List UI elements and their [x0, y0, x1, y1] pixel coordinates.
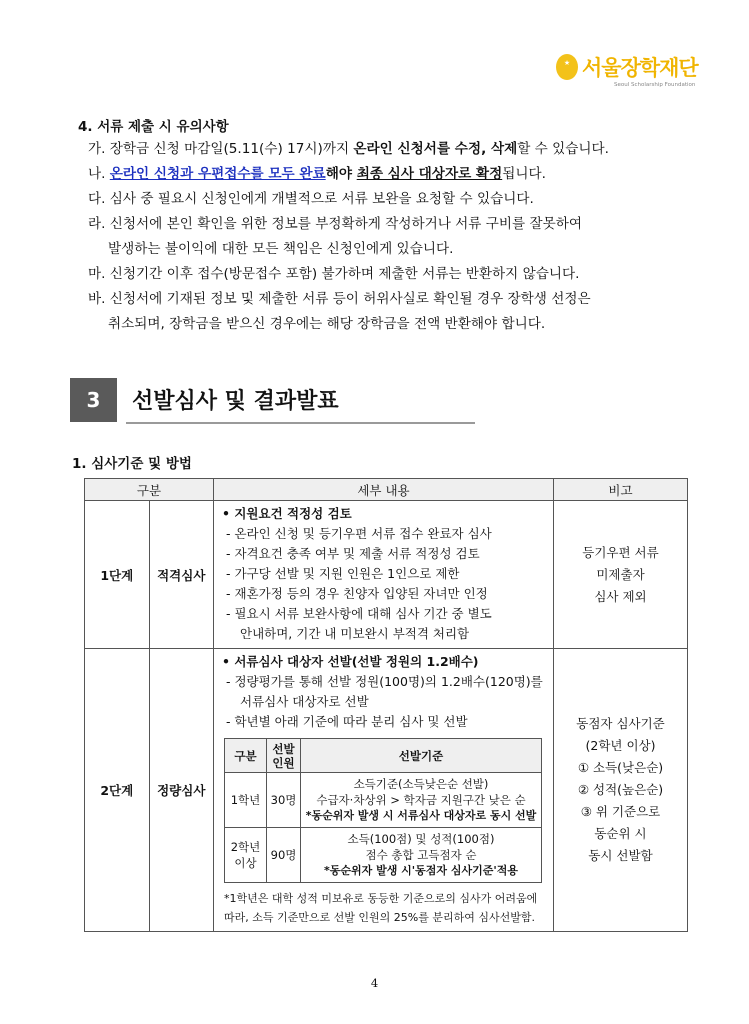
grade-cell: 2학년 이상	[225, 828, 267, 883]
note-ba-cont: 취소되며, 장학금을 받으신 경우에는 해당 장학금을 전액 반환해야 합니다.	[108, 316, 546, 332]
detail-bullet: • 지원요건 적정성 검토	[222, 506, 352, 521]
detail-item: - 학년별 아래 기준에 따라 분리 심사 및 선발	[226, 714, 468, 729]
table-row	[225, 773, 542, 828]
stage-detail	[214, 501, 554, 649]
criteria-cell: 소득기준(소득낮은순 선발) 수급자·차상위 > 학자금 지원구간 낮은 순 *동순위자 발생 시 서류심사 대상자로 동시 선발	[301, 773, 542, 828]
logo-subtitle: Seoul Scholarship Foundation	[614, 82, 696, 88]
section-title: 선발심사 및 결과발표	[132, 389, 339, 414]
note-ba: 바. 신청서에 기재된 정보 및 제출한 서류 등이 허위사실로 확인될 경우 장학생 선정은	[88, 291, 591, 307]
detail-item: - 재혼가정 등의 경우 친양자 입양된 자녀만 인정	[226, 586, 488, 601]
stage-type: 적격심사	[149, 501, 214, 649]
stage-label: 2단계	[85, 649, 150, 932]
stage-label: 1단계	[85, 501, 150, 649]
note-ra: 라. 신청서에 본인 확인을 위한 정보를 부정확하게 작성하거나 서류 구비를 잘못하여	[88, 216, 583, 232]
grade-cell: 1학년	[225, 773, 267, 828]
table-row-stage2	[85, 649, 688, 932]
subsection-title: 1. 심사기준 및 방법	[72, 456, 192, 472]
detail-item: - 자격요건 충족 여부 및 제출 서류 적정성 검토	[226, 546, 480, 561]
footnote: 따라, 소득 기준만으로 선발 인원의 25%를 분리하여 심사선발함.	[224, 911, 535, 924]
count-cell: 30명	[267, 773, 301, 828]
detail-item: - 온라인 신청 및 등기우편 서류 접수 완료자 심사	[226, 526, 492, 541]
detail-bullet: • 서류심사 대상자 선발(선발 정원의 1.2배수)	[222, 654, 479, 669]
table-row-stage1	[85, 501, 688, 649]
header-category: 구분	[85, 479, 214, 501]
detail-item: - 필요시 서류 보완사항에 대해 심사 기간 중 별도	[226, 606, 492, 621]
evaluation-table	[84, 478, 688, 932]
logo-seal-icon: ★	[556, 54, 578, 80]
note-da: 다. 심사 중 필요시 신청인에게 개별적으로 서류 보완을 요청할 수 있습니다.	[88, 191, 534, 207]
section-4-title: 4. 서류 제출 시 유의사항	[78, 119, 229, 135]
detail-item: - 정량평가를 통해 선발 정원(100명)의 1.2배수(120명)를	[226, 674, 543, 689]
criteria-cell: 소득(100점) 및 성적(100점) 점수 총합 고득점자 순 *동순위자 발생 시'동점자 심사기준'적용	[301, 828, 542, 883]
inner-header-category: 구분	[225, 739, 267, 773]
detail-item-cont: 안내하며, 기간 내 미보완시 부적격 처리함	[240, 626, 470, 641]
note-ga: 가. 장학금 신청 마감일(5.11(수) 17시)까지 온라인 신청서를 수정, 삭제할 수 있습니다.	[88, 141, 609, 157]
footnote: *1학년은 대학 성적 미보유로 동등한 기준으로의 심사가 어려움에	[224, 892, 538, 905]
note-ma: 마. 신청기간 이후 접수(방문접수 포함) 불가하며 제출한 서류는 반환하지 않습니다.	[88, 266, 580, 282]
section-3-heading	[70, 378, 475, 424]
header-detail: 세부 내용	[214, 479, 554, 501]
count-cell: 90명	[267, 828, 301, 883]
page-number: 4	[370, 976, 379, 990]
stage-detail	[214, 649, 554, 932]
note-na: 나. 온라인 신청과 우편접수를 모두 완료해야 최종 심사 대상자로 확정됩니다.	[88, 166, 546, 182]
note-ra-cont: 발생하는 불이익에 대한 모든 책임은 신청인에게 있습니다.	[108, 241, 454, 257]
table-row	[225, 828, 542, 883]
section-number: 3	[70, 378, 117, 422]
stage-type: 정량심사	[149, 649, 214, 932]
logo-name: 서울장학재단	[582, 56, 698, 80]
foundation-logo	[556, 48, 706, 96]
detail-item-cont: 서류심사 대상자로 선발	[240, 694, 369, 709]
stage-note: 동점자 심사기준 (2학년 이상) ① 소득(낮은순) ② 성적(높은순) ③ 위 기준으로 동순위 시 동시 선발함	[554, 649, 688, 932]
detail-item: - 가구당 선발 및 지원 인원은 1인으로 제한	[226, 566, 460, 581]
section-underline	[126, 422, 475, 424]
submission-notes	[88, 137, 708, 337]
selection-criteria-table	[224, 738, 542, 883]
header-note: 비고	[554, 479, 688, 501]
inner-header-count: 선발 인원	[267, 739, 301, 773]
stage-note: 등기우편 서류 미제출자 심사 제외	[554, 501, 688, 649]
inner-header-criteria: 선발기준	[301, 739, 542, 773]
